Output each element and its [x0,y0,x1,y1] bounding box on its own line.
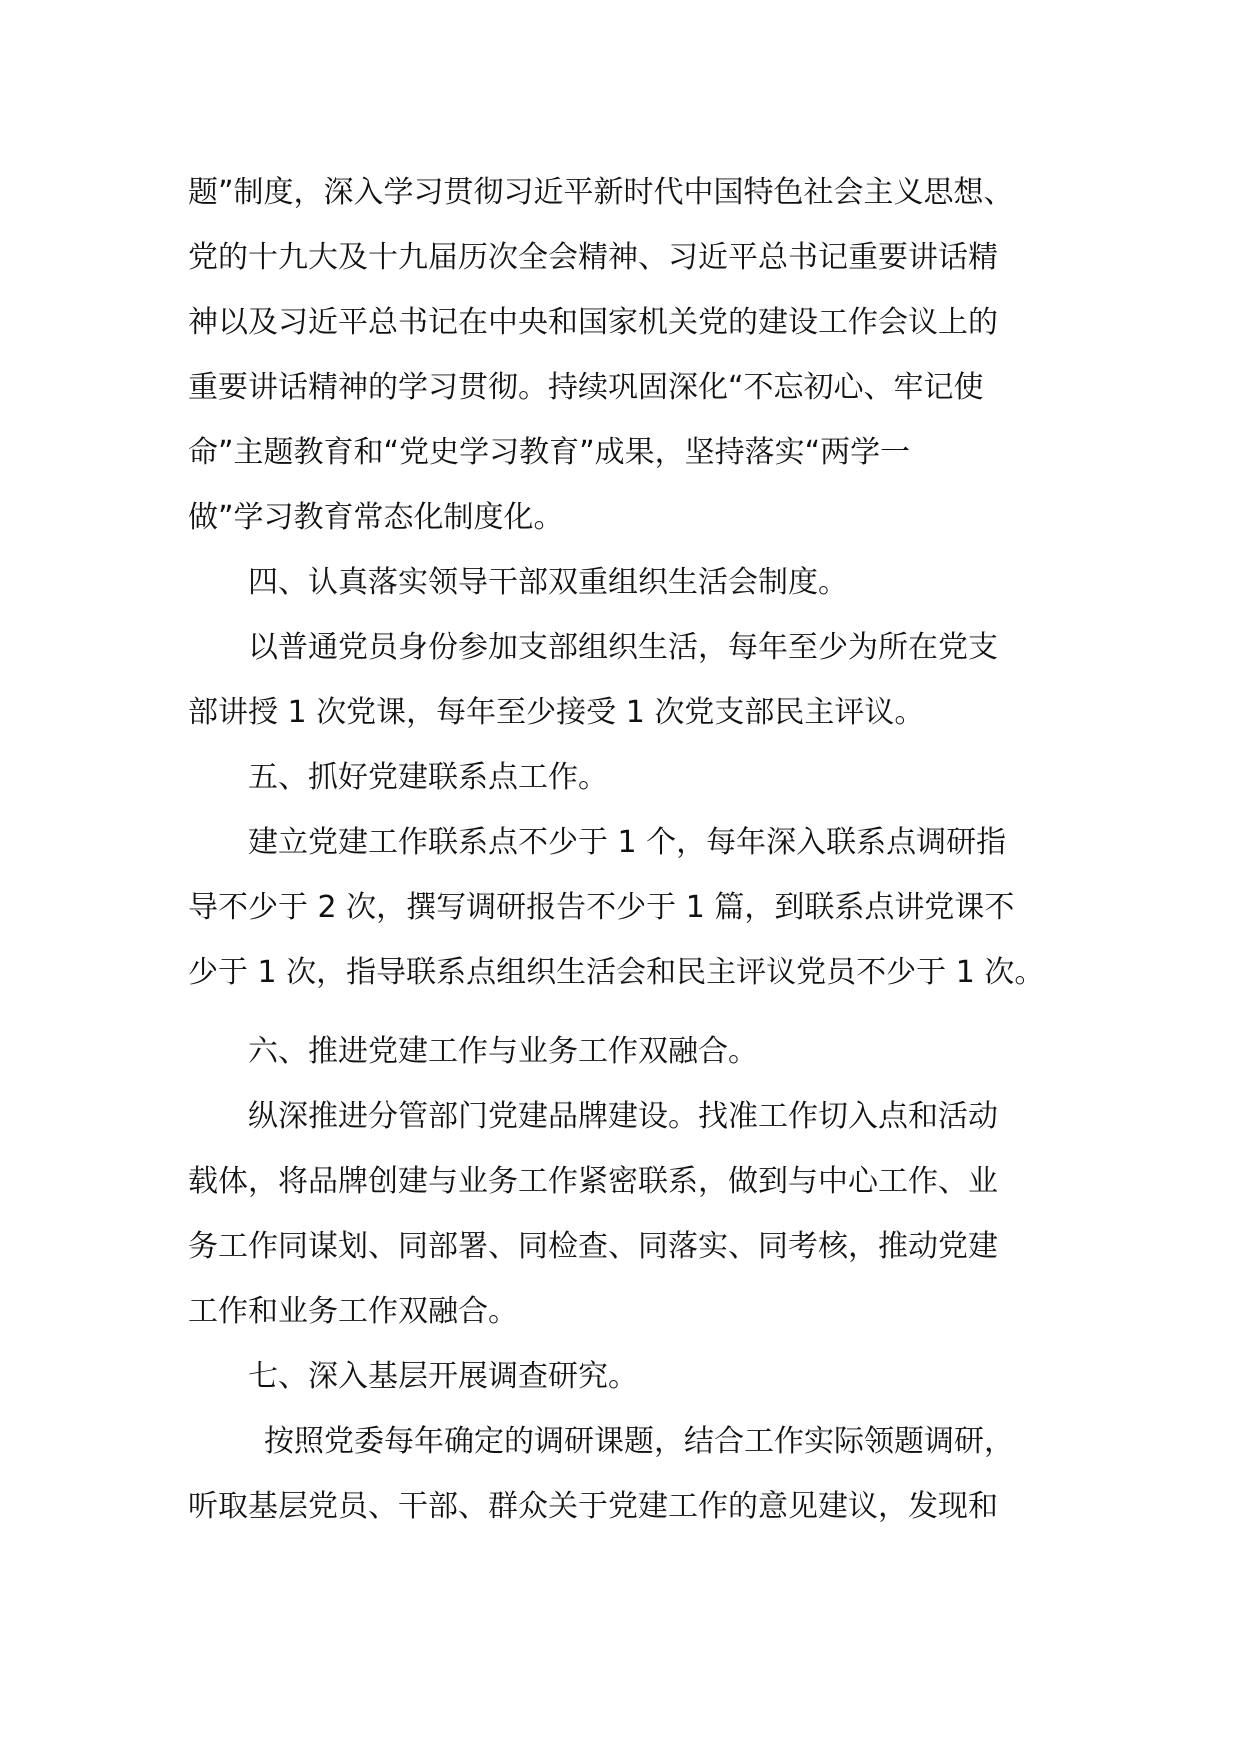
body-line: 少于 1 次，指导联系点组织生活会和民主评议党员不少于 1 次。 [188,955,1045,990]
section-heading: 六、推进党建工作与业务工作双融合。 [248,1034,758,1069]
body-line: 党的十九大及十九届历次全会精神、习近平总书记重要讲话精 [188,240,998,275]
body-line: 务工作同谋划、同部署、同检查、同落实、同考核，推动党建 [188,1229,998,1264]
section-heading: 四、认真落实领导干部双重组织生活会制度。 [248,565,848,600]
body-line: 命”主题教育和“党史学习教育”成果，坚持落实“两学一 [188,435,911,470]
body-line: 部讲授 1 次党课，每年至少接受 1 次党支部民主评议。 [188,695,925,730]
body-line: 听取基层党员、干部、群众关于党建工作的意见建议，发现和 [188,1489,998,1524]
body-line: 题”制度，深入学习贯彻习近平新时代中国特色社会主义思想、 [188,175,1014,210]
body-line: 工作和业务工作双融合。 [188,1294,518,1329]
paragraph-gap [188,1005,1068,1019]
body-line: 重要讲话精神的学习贯彻。持续巩固深化“不忘初心、牢记使 [188,370,984,405]
section-heading: 七、深入基层开展调查研究。 [248,1359,638,1394]
body-line: 以普通党员身份参加支部组织生活，每年至少为所在党支 [248,630,998,665]
body-line: 纵深推进分管部门党建品牌建设。找准工作切入点和活动 [248,1099,998,1134]
section-heading: 五、抓好党建联系点工作。 [248,760,608,795]
body-line: 建立党建工作联系点不少于 1 个，每年深入联系点调研指 [248,825,1007,860]
document-body [188,160,1068,1539]
body-line: 导不少于 2 次，撰写调研报告不少于 1 篇，到联系点讲党课不 [188,890,1015,925]
body-line: 做”学习教育常态化制度化。 [188,500,564,535]
body-line: 按照党委每年确定的调研课题，结合工作实际领题调研， [264,1424,1014,1459]
body-line: 神以及习近平总书记在中央和国家机关党的建设工作会议上的 [188,305,998,340]
body-line: 载体，将品牌创建与业务工作紧密联系，做到与中心工作、业 [188,1164,998,1199]
